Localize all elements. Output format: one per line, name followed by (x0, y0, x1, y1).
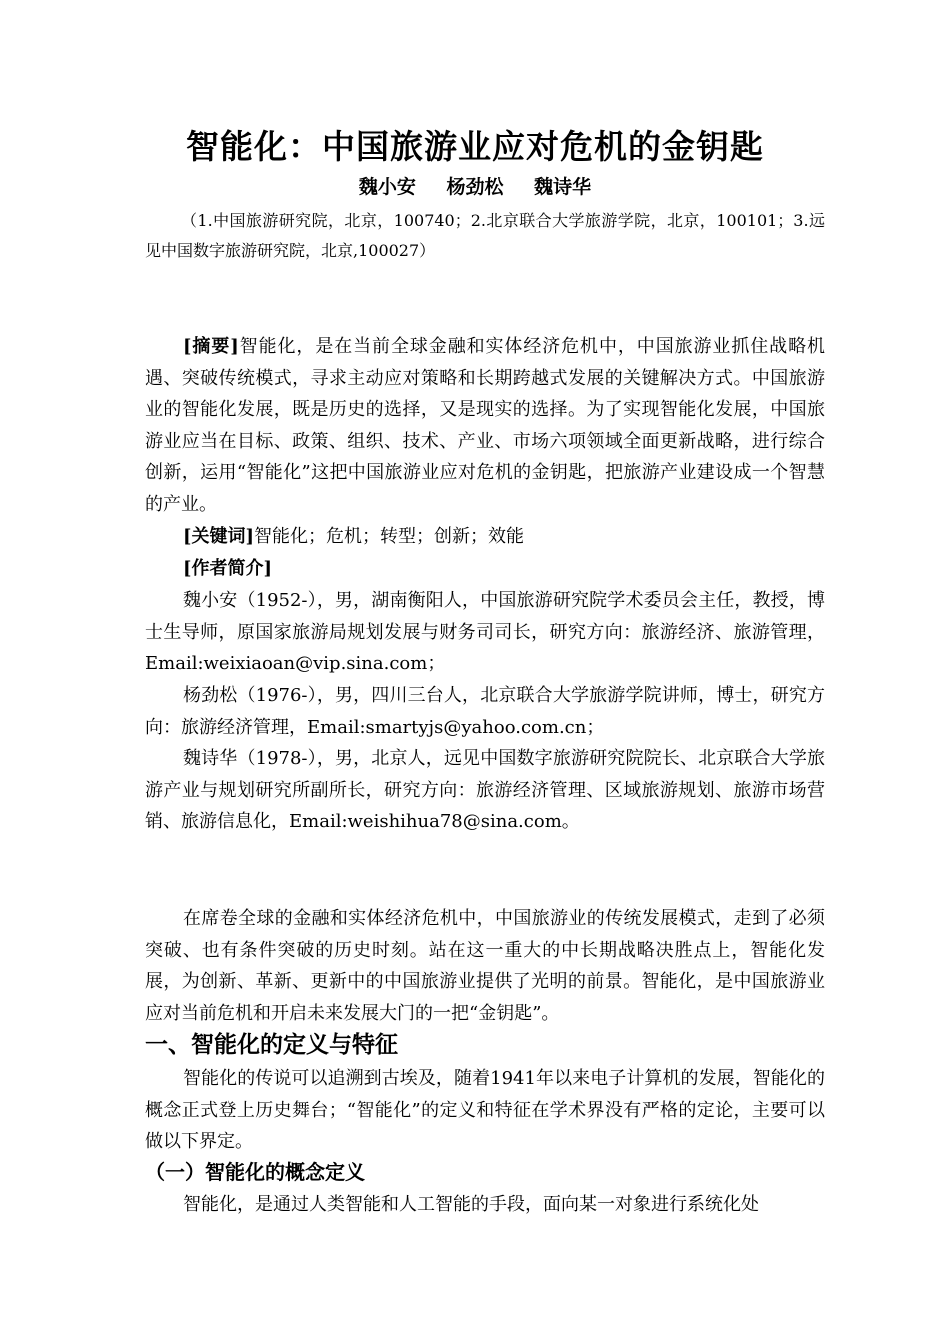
author-name: 杨劲松 (446, 176, 504, 198)
abstract-paragraph (145, 331, 825, 520)
author-list (0, 173, 950, 201)
section-heading: 一、智能化的定义与特征 (145, 1032, 398, 1058)
keywords-text: 智能化；危机；转型；创新；效能 (254, 526, 525, 547)
author-intro-label: [作者简介] (183, 558, 273, 579)
author-intro-heading (145, 553, 825, 585)
keywords-paragraph (145, 521, 825, 553)
author-bio: 杨劲松（1976-），男，四川三台人，北京联合大学旅游学院讲师，博士，研究方向：旅游经济管理，Email:smartyjs@yahoo.com.cn； (145, 685, 825, 738)
keywords-label: [关键词] (183, 526, 255, 547)
subsection-paragraph: 智能化，是通过人类智能和人工智能的手段，面向某一对象进行系统化处 (183, 1194, 759, 1215)
abstract-label: [摘要] (183, 336, 239, 357)
author-bio: 魏诗华（1978-），男，北京人，远见中国数字旅游研究院院长、北京联合大学旅游产业与规划研究所副所长，研究方向：旅游经济管理、区域旅游规划、旅游市场营销、旅游信息化，Email:weishihua78@sina.com。 (145, 748, 825, 832)
abstract-text: 智能化，是在当前全球金融和实体经济危机中，中国旅游业抓住战略机遇、突破传统模式，寻求主动应对策略和长期跨越式发展的关键解决方式。中国旅游业的智能化发展，既是历史的选择，又是现实的选择。为了实现智能化发展，中国旅游业应当在目标、政策、组织、技术、产业、市场六项领域全面更新战略，进行综合创新，运用“智能化”这把中国旅游业应对危机的金钥匙，把旅游产业建设成一个智慧的产业。 (145, 336, 825, 515)
intro-paragraph: 在席卷全球的金融和实体经济危机中，中国旅游业的传统发展模式，走到了必须突破、也有条件突破的历史时刻。站在这一重大的中长期战略决胜点上，智能化发展，为创新、革新、更新中的中国旅游业提供了光明的前景。智能化，是中国旅游业应对当前危机和开启未来发展大门的一把“金钥匙”。 (145, 908, 825, 1024)
author-name: 魏诗华 (534, 176, 592, 198)
section-paragraph: 智能化的传说可以追溯到古埃及，随着1941年以来电子计算机的发展，智能化的概念正式登上历史舞台；“智能化”的定义和特征在学术界没有严格的定论，主要可以做以下界定。 (145, 1068, 825, 1152)
subsection-heading: （一）智能化的概念定义 (145, 1160, 365, 1184)
paper-title: 智能化：中国旅游业应对危机的金钥匙 (186, 127, 764, 166)
affiliation: （1.中国旅游研究院，北京，100740；2.北京联合大学旅游学院，北京，100101；3.远见中国数字旅游研究院，北京,100027） (145, 211, 825, 260)
author-name: 魏小安 (358, 176, 416, 198)
author-bio: 魏小安（1952-），男，湖南衡阳人，中国旅游研究院学术委员会主任，教授，博士生导师，原国家旅游局规划发展与财务司司长，研究方向：旅游经济、旅游管理，Email:weixiaoan@vip.sina.com； (145, 590, 825, 674)
